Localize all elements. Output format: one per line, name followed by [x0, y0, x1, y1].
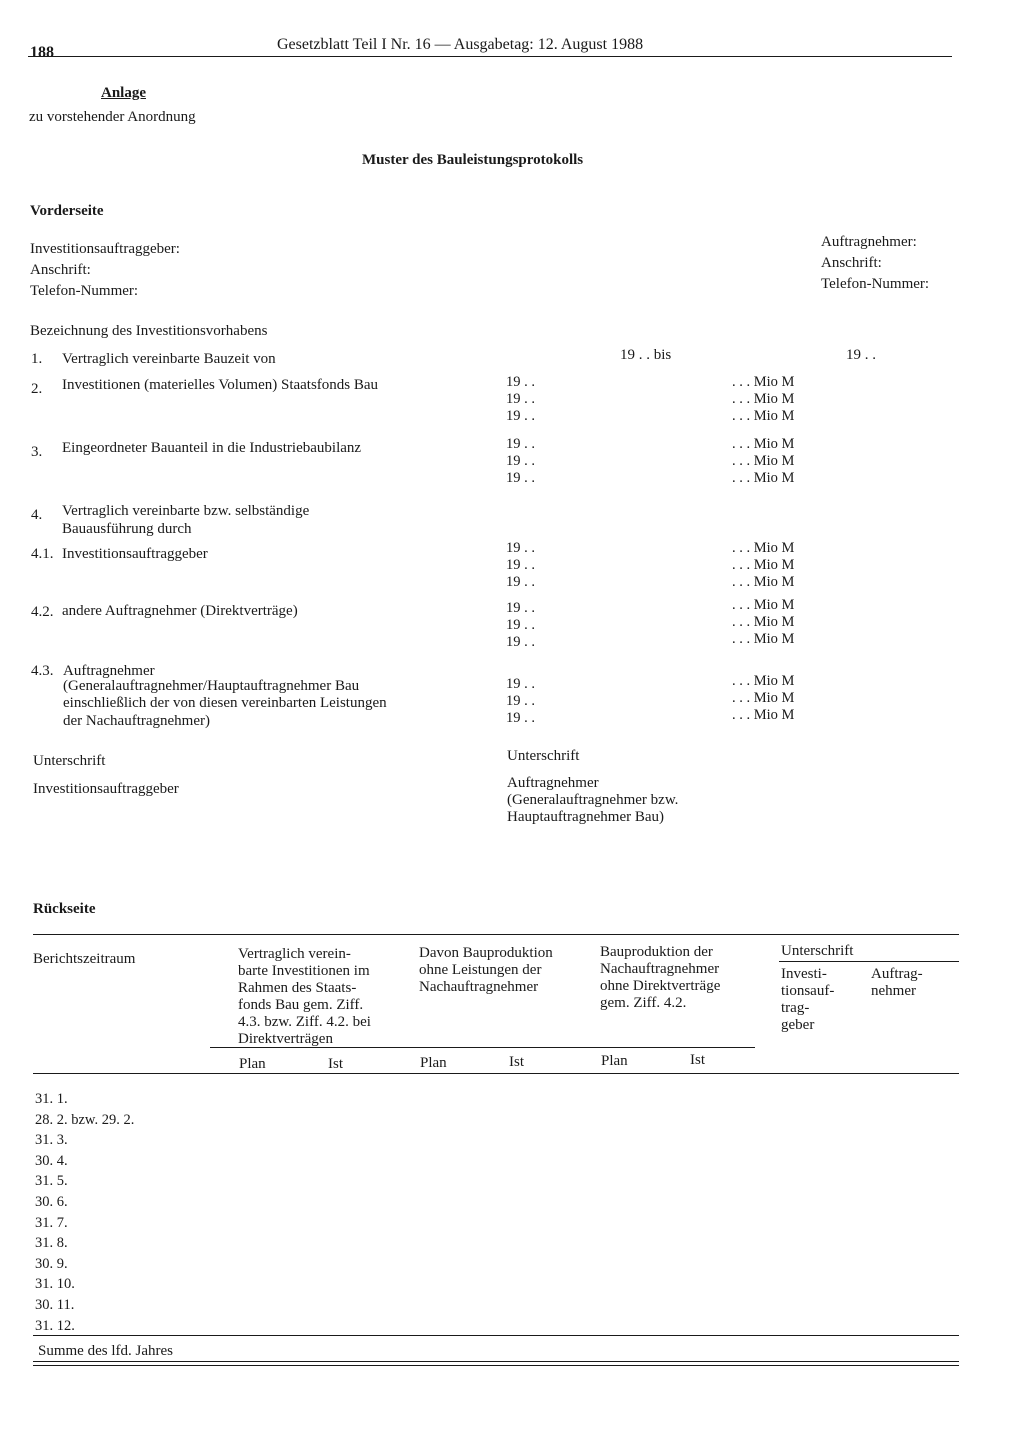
item-text: Vertraglich vereinbarte Bauzeit von	[62, 351, 276, 367]
signature-label-contractor: Unterschrift	[507, 748, 580, 764]
item-number: 3.	[31, 444, 43, 460]
item-text: Investitionsauftraggeber	[62, 546, 208, 562]
item-years	[506, 540, 535, 591]
amount-field: . . . Mio M	[732, 374, 795, 390]
year-field: 19 . .	[506, 676, 535, 692]
header-rule	[28, 56, 952, 57]
item-years	[506, 600, 535, 651]
item-number: 4.3.	[31, 663, 54, 679]
year-field: 19 . .	[506, 557, 535, 573]
signature-label-client: Unterschrift	[33, 753, 106, 769]
year-field: 19 . .	[506, 540, 535, 556]
signature-subrule	[779, 961, 959, 962]
signature-role-contractor-line: (Generalauftragnehmer bzw.	[507, 792, 679, 808]
construction-period-from: 19 . . bis	[620, 347, 672, 363]
contractor-label: Auftragnehmer:	[821, 234, 917, 250]
item-text: andere Auftragnehmer (Direktverträge)	[62, 603, 298, 619]
year-field: 19 . .	[506, 408, 535, 424]
amount-field: . . . Mio M	[732, 540, 795, 556]
amount-field: . . . Mio M	[732, 436, 795, 452]
contractor-address-label: Anschrift:	[821, 255, 882, 271]
item-amounts	[732, 597, 794, 648]
year-field: 19 . .	[506, 634, 535, 650]
item-amounts	[732, 673, 794, 724]
item-text-continued: Bauausführung durch	[62, 521, 192, 537]
amount-field: . . . Mio M	[732, 673, 795, 689]
header-line: ohne Leistungen der	[419, 962, 542, 978]
year-field: 19 . .	[506, 574, 535, 590]
construction-period-to: 19 . .	[846, 347, 876, 363]
table-row: 31. 12.	[35, 1317, 75, 1334]
year-field: 19 . .	[506, 470, 535, 486]
table-row: 31. 8.	[35, 1235, 68, 1252]
signature-role-contractor-line: Hauptauftragnehmer Bau)	[507, 809, 665, 825]
header-line: Rahmen des Staats-	[238, 980, 357, 996]
signature-role-client: Investitionsauftraggeber	[33, 781, 179, 797]
col-plan: Plan	[239, 1056, 266, 1072]
item-number: 4.	[31, 507, 43, 523]
client-phone-label: Telefon-Nummer:	[30, 283, 139, 299]
item-text-line: (Generalauftragnehmer/Hauptauftragnehmer Bau	[63, 678, 360, 694]
annex-subheading: zu vorstehender Anordnung	[29, 109, 196, 125]
table-row: 30. 6.	[35, 1193, 68, 1210]
table-top-rule	[33, 934, 959, 935]
col-header-period: Berichtszeitraum	[33, 951, 136, 967]
header-line: tionsauf-	[781, 983, 835, 999]
client-address-label: Anschrift:	[30, 262, 91, 278]
amount-field: . . . Mio M	[732, 614, 795, 630]
front-heading: Vorderseite	[30, 203, 104, 219]
period-rows	[35, 1089, 134, 1336]
header-line: barte Investitionen im	[238, 963, 370, 979]
table-row: 30. 11.	[35, 1296, 75, 1313]
col-header-investments	[238, 946, 371, 1048]
table-bottom-rule	[33, 1361, 959, 1362]
table-bottom-rule-double	[33, 1365, 959, 1366]
year-field: 19 . .	[506, 391, 535, 407]
col-actual: Ist	[509, 1054, 524, 1070]
header-line: Bauproduktion der	[600, 944, 713, 960]
page-number: 188	[30, 44, 54, 61]
item-text: Vertraglich vereinbarte bzw. selbständige	[62, 503, 310, 519]
amount-field: . . . Mio M	[732, 391, 795, 407]
col-actual: Ist	[690, 1052, 705, 1068]
amount-field: . . . Mio M	[732, 453, 795, 469]
header-line: ohne Direktverträge	[600, 978, 721, 994]
back-heading: Rückseite	[33, 901, 96, 917]
year-field: 19 . .	[506, 436, 535, 452]
year-field: 19 . .	[506, 710, 535, 726]
table-row: 30. 4.	[35, 1152, 68, 1169]
year-field: 19 . .	[506, 374, 535, 390]
header-line: fonds Bau gem. Ziff.	[238, 997, 364, 1013]
year-field: 19 . .	[506, 693, 535, 709]
col-plan: Plan	[420, 1055, 447, 1071]
contractor-phone-label: Telefon-Nummer:	[821, 276, 930, 292]
amount-field: . . . Mio M	[732, 631, 795, 647]
item-years	[506, 374, 535, 425]
annex-heading: Anlage	[101, 85, 146, 101]
item-number: 4.1.	[31, 546, 54, 562]
item-text-line: einschließlich der von diesen vereinbarten Leistungen	[63, 695, 387, 711]
col-header-production	[419, 945, 553, 996]
col-plan: Plan	[601, 1053, 628, 1069]
amount-field: . . . Mio M	[732, 470, 795, 486]
header-line: nehmer	[871, 983, 916, 999]
table-row: 30. 9.	[35, 1255, 68, 1272]
header-line: gem. Ziff. 4.2.	[600, 995, 687, 1011]
item-text: Eingeordneter Bauanteil in die Industriebaubilanz	[62, 440, 362, 456]
header-line: Auftrag-	[871, 966, 923, 982]
item-number: 1.	[31, 351, 43, 367]
item-number: 2.	[31, 381, 43, 397]
col-header-signature: Unterschrift	[781, 943, 854, 959]
amount-field: . . . Mio M	[732, 557, 795, 573]
table-row: 31. 1.	[35, 1091, 68, 1107]
table-row: 31. 3.	[35, 1132, 68, 1149]
header-line: Vertraglich verein-	[238, 946, 351, 962]
header-line: Nachauftragnehmer	[600, 961, 720, 977]
item-amounts	[732, 436, 794, 487]
header-line: trag-	[781, 1000, 810, 1016]
header-line: Investi-	[781, 966, 827, 982]
header-line: geber	[781, 1017, 815, 1033]
col-actual: Ist	[328, 1056, 343, 1072]
sum-label: Summe des lfd. Jahres	[38, 1343, 173, 1359]
plan-ist-rule	[210, 1047, 755, 1048]
amount-field: . . . Mio M	[732, 574, 795, 590]
item-amounts	[732, 540, 794, 591]
table-body-rule	[33, 1335, 959, 1336]
amount-field: . . . Mio M	[732, 408, 795, 424]
client-label: Investitionsauftraggeber:	[30, 241, 180, 257]
header-line: Nachauftragnehmer	[419, 979, 539, 995]
amount-field: . . . Mio M	[732, 597, 795, 613]
amount-field: . . . Mio M	[732, 707, 795, 723]
table-row: 31. 10.	[35, 1276, 75, 1293]
col-header-subcontractor	[600, 944, 720, 1012]
header-line: 4.3. bzw. Ziff. 4.2. bei	[238, 1014, 371, 1030]
item-amounts	[732, 374, 794, 425]
header-line: Direktverträgen	[238, 1031, 333, 1047]
signature-role-contractor: Auftragnehmer	[507, 775, 599, 791]
document-title: Muster des Bauleistungsprotokolls	[362, 152, 584, 168]
item-number: 4.2.	[31, 604, 54, 620]
item-years	[506, 676, 535, 727]
header-line: Davon Bauproduktion	[419, 945, 553, 961]
col-header-sig-client	[781, 966, 834, 1034]
amount-field: . . . Mio M	[732, 690, 795, 706]
page-header-title: Gesetzblatt Teil I Nr. 16 — Ausgabetag: 12. August 1988	[277, 36, 644, 53]
item-text-line: der Nachauftragnehmer)	[63, 713, 210, 729]
table-header-rule	[33, 1073, 959, 1074]
item-years	[506, 436, 535, 487]
year-field: 19 . .	[506, 453, 535, 469]
year-field: 19 . .	[506, 600, 535, 616]
col-header-sig-contractor	[871, 966, 923, 1000]
table-row: 31. 7.	[35, 1214, 68, 1231]
table-row: 28. 2. bzw. 29. 2.	[35, 1111, 135, 1128]
table-row: 31. 5.	[35, 1173, 68, 1190]
year-field: 19 . .	[506, 617, 535, 633]
item-text: Investitionen (materielles Volumen) Staatsfonds Bau	[62, 377, 379, 393]
project-label: Bezeichnung des Investitionsvorhabens	[30, 323, 268, 339]
item-text: Auftragnehmer	[63, 663, 155, 679]
